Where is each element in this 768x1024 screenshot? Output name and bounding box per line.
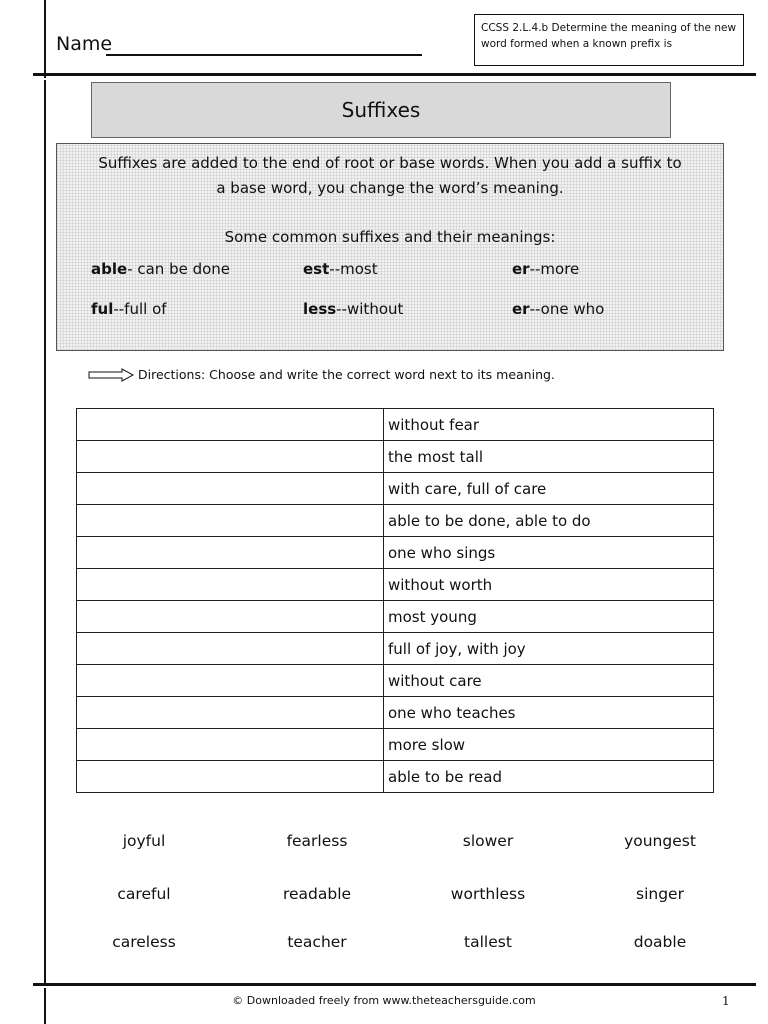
suffix-able: able- can be done — [91, 260, 231, 278]
meaning-cell: one who sings — [384, 537, 714, 569]
word-bank-item: teacher — [287, 933, 347, 951]
footer-divider — [33, 983, 756, 986]
margin-line — [44, 80, 46, 985]
meaning-cell: more slow — [384, 729, 714, 761]
name-blank-line[interactable] — [106, 54, 422, 56]
suffix-er-one-who: er--one who — [512, 300, 605, 318]
suffix-less: less--without — [303, 300, 404, 318]
suffix-info-box — [56, 143, 724, 351]
word-bank-item: careless — [112, 933, 176, 951]
answer-blank[interactable] — [77, 761, 384, 793]
meaning-cell: without worth — [384, 569, 714, 601]
answer-blank[interactable] — [77, 441, 384, 473]
meaning-cell: full of joy, with joy — [384, 633, 714, 665]
meaning-cell: one who teaches — [384, 697, 714, 729]
intro-line-1: Suffixes are added to the end of root or base words. When you add a suffix to — [98, 154, 682, 172]
answer-blank[interactable] — [77, 473, 384, 505]
common-suffixes-heading: Some common suffixes and their meanings: — [224, 228, 556, 246]
word-bank-item: doable — [633, 933, 687, 951]
word-bank-item: careful — [117, 885, 171, 903]
answer-blank[interactable] — [77, 505, 384, 537]
arrow-right-icon — [88, 368, 134, 382]
word-bank-item: fearless — [286, 832, 348, 850]
intro-text — [57, 151, 723, 201]
answer-blank[interactable] — [77, 665, 384, 697]
suffix-ful: ful--full of — [91, 300, 167, 318]
word-bank-item: joyful — [122, 832, 166, 850]
table-row — [77, 473, 714, 505]
directions — [88, 367, 555, 382]
directions-text: Directions: Choose and write the correct word next to its meaning. — [138, 367, 555, 382]
meaning-cell: with care, full of care — [384, 473, 714, 505]
meaning-cell: the most tall — [384, 441, 714, 473]
table-row — [77, 569, 714, 601]
table-row — [77, 729, 714, 761]
word-bank-item: slower — [462, 832, 514, 850]
word-bank-item: youngest — [624, 832, 696, 850]
intro-line-2: a base word, you change the word’s meaning. — [216, 179, 564, 197]
word-bank-item: worthless — [450, 885, 526, 903]
answer-blank[interactable] — [77, 697, 384, 729]
word-bank-item: singer — [636, 885, 684, 903]
standard-box: CCSS 2.L.4.b Determine the meaning of the new word formed when a known prefix is — [474, 14, 744, 66]
answer-blank[interactable] — [77, 569, 384, 601]
meaning-cell: able to be read — [384, 761, 714, 793]
meaning-cell: most young — [384, 601, 714, 633]
footer-credit: © Downloaded freely from www.theteachersguide.com — [232, 994, 536, 1007]
suffix-est: est--most — [303, 260, 378, 278]
suffix-er-more: er--more — [512, 260, 580, 278]
table-row — [77, 761, 714, 793]
word-bank-item: readable — [282, 885, 352, 903]
margin-line-top — [44, 0, 46, 78]
page-number: 1 — [722, 994, 730, 1008]
worksheet-title — [91, 82, 671, 138]
worksheet-title-text: Suffixes — [341, 98, 421, 122]
table-row — [77, 601, 714, 633]
table-row — [77, 537, 714, 569]
answer-blank[interactable] — [77, 729, 384, 761]
answer-blank[interactable] — [77, 601, 384, 633]
meaning-cell: without care — [384, 665, 714, 697]
meaning-cell: without fear — [384, 409, 714, 441]
word-bank-item: tallest — [464, 933, 512, 951]
meaning-cell: able to be done, able to do — [384, 505, 714, 537]
header-divider — [33, 73, 756, 76]
name-label: Name — [56, 33, 113, 55]
answer-blank[interactable] — [77, 633, 384, 665]
answer-blank[interactable] — [77, 409, 384, 441]
table-row — [77, 697, 714, 729]
table-row — [77, 409, 714, 441]
table-row — [77, 441, 714, 473]
answer-blank[interactable] — [77, 537, 384, 569]
table-row — [77, 633, 714, 665]
table-row — [77, 665, 714, 697]
table-row — [77, 505, 714, 537]
matching-table — [76, 408, 714, 793]
